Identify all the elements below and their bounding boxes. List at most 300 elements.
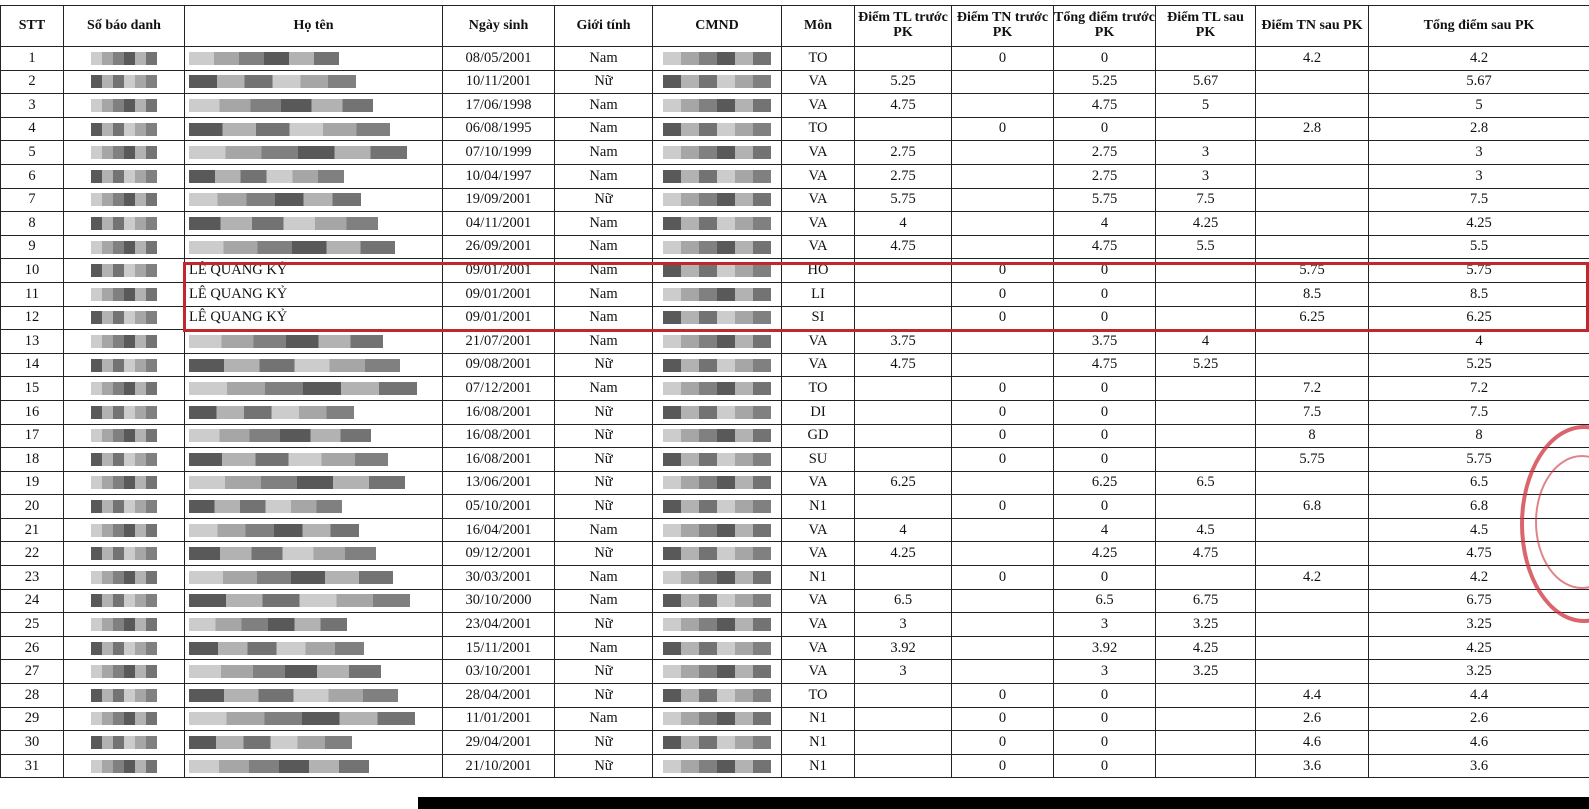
table-row [1, 707, 1589, 731]
cell-tl-before [855, 424, 952, 448]
cell-total-before: 2.75 [1054, 141, 1156, 165]
cell-sbd [64, 589, 185, 613]
redacted-blur [663, 760, 771, 773]
cell-gender: Nam [555, 636, 653, 660]
cell-tl-before [855, 377, 952, 401]
cell-tn-after: 5.75 [1256, 448, 1369, 472]
table-row [1, 377, 1589, 401]
redacted-blur [189, 665, 381, 678]
cell-gender: Nam [555, 518, 653, 542]
redacted-blur [663, 146, 771, 159]
cell-subject: N1 [782, 707, 855, 731]
cell-cmnd [653, 707, 782, 731]
cell-cmnd [653, 188, 782, 212]
redacted-blur [189, 382, 417, 395]
cell-name [185, 684, 443, 708]
cell-gender: Nam [555, 94, 653, 118]
cell-subject: VA [782, 613, 855, 637]
cell-dob: 21/10/2001 [443, 754, 555, 778]
cell-tl-after [1156, 731, 1256, 755]
redacted-blur [91, 264, 157, 277]
cell-tn-after [1256, 518, 1369, 542]
cell-gender: Nữ [555, 495, 653, 519]
redacted-blur [189, 712, 415, 725]
cell-tn-after [1256, 471, 1369, 495]
cell-total-before: 0 [1054, 495, 1156, 519]
cell-gender: Nam [555, 141, 653, 165]
redacted-blur [189, 170, 344, 183]
redacted-blur [91, 736, 157, 749]
cell-gender: Nam [555, 235, 653, 259]
table-row [1, 589, 1589, 613]
cell-gender: Nữ [555, 353, 653, 377]
cell-total-after: 4.4 [1369, 684, 1589, 708]
cell-name [185, 400, 443, 424]
cell-stt: 17 [1, 424, 64, 448]
cell-dob: 10/11/2001 [443, 70, 555, 94]
cell-name [185, 542, 443, 566]
cell-subject: VA [782, 636, 855, 660]
cell-tl-after: 5.67 [1156, 70, 1256, 94]
cell-name: LÊ QUANG KỶ [185, 259, 443, 283]
cell-total-before: 0 [1054, 306, 1156, 330]
cell-sbd [64, 330, 185, 354]
cell-tn-after: 3.6 [1256, 754, 1369, 778]
cell-stt: 9 [1, 235, 64, 259]
redacted-blur [663, 594, 771, 607]
cell-sbd [64, 212, 185, 236]
cell-total-after: 3 [1369, 164, 1589, 188]
cell-gender: Nam [555, 259, 653, 283]
cell-tn-before [952, 164, 1054, 188]
redacted-blur [189, 689, 398, 702]
cell-subject: SI [782, 306, 855, 330]
cell-gender: Nam [555, 47, 653, 71]
col-header-tn-before: Điểm TN trước PK [952, 6, 1054, 47]
cell-subject: VA [782, 660, 855, 684]
cell-subject: VA [782, 353, 855, 377]
cell-subject: N1 [782, 731, 855, 755]
table-row [1, 330, 1589, 354]
cell-tl-before [855, 754, 952, 778]
redacted-blur [663, 712, 771, 725]
cell-tl-before: 2.75 [855, 164, 952, 188]
cell-gender: Nữ [555, 400, 653, 424]
cell-total-before: 3 [1054, 613, 1156, 637]
cell-dob: 16/04/2001 [443, 518, 555, 542]
cell-subject: VA [782, 235, 855, 259]
cell-tl-after [1156, 117, 1256, 141]
cell-tn-after [1256, 164, 1369, 188]
table-row [1, 282, 1589, 306]
redacted-blur [91, 547, 157, 560]
table-row [1, 306, 1589, 330]
redacted-blur [663, 217, 771, 230]
cell-tl-after [1156, 377, 1256, 401]
cell-tn-before [952, 589, 1054, 613]
cell-dob: 03/10/2001 [443, 660, 555, 684]
cell-name [185, 566, 443, 590]
cell-tn-after: 6.25 [1256, 306, 1369, 330]
cell-cmnd [653, 424, 782, 448]
cell-total-after: 2.6 [1369, 707, 1589, 731]
table-row [1, 353, 1589, 377]
redacted-blur [189, 500, 342, 513]
cell-sbd [64, 613, 185, 637]
cell-sbd [64, 282, 185, 306]
redacted-blur [91, 524, 157, 537]
redacted-blur [189, 335, 383, 348]
cell-tl-before [855, 259, 952, 283]
cell-stt: 28 [1, 684, 64, 708]
cell-tn-before [952, 613, 1054, 637]
cell-stt: 24 [1, 589, 64, 613]
cell-tl-before [855, 117, 952, 141]
cell-tn-after: 2.8 [1256, 117, 1369, 141]
cell-tn-before [952, 542, 1054, 566]
cell-dob: 09/01/2001 [443, 306, 555, 330]
cell-tn-before: 0 [952, 707, 1054, 731]
cell-stt: 31 [1, 754, 64, 778]
cell-name [185, 164, 443, 188]
cell-total-after: 4.25 [1369, 636, 1589, 660]
col-header-sbd: Số báo danh [64, 6, 185, 47]
redacted-blur [91, 618, 157, 631]
cell-stt: 25 [1, 613, 64, 637]
cell-subject: N1 [782, 495, 855, 519]
cell-total-before: 0 [1054, 259, 1156, 283]
cell-name [185, 188, 443, 212]
cell-dob: 06/08/1995 [443, 117, 555, 141]
cell-subject: VA [782, 141, 855, 165]
cell-total-after: 4.2 [1369, 47, 1589, 71]
cell-stt: 7 [1, 188, 64, 212]
cell-cmnd [653, 117, 782, 141]
cell-total-before: 0 [1054, 731, 1156, 755]
cell-tn-after [1256, 94, 1369, 118]
cell-name [185, 235, 443, 259]
col-header-subject: Môn [782, 6, 855, 47]
cell-tl-after: 3 [1156, 164, 1256, 188]
cell-cmnd [653, 636, 782, 660]
redacted-blur [189, 146, 407, 159]
cell-stt: 8 [1, 212, 64, 236]
cell-gender: Nam [555, 377, 653, 401]
redacted-blur [91, 146, 157, 159]
cell-tl-before: 6.5 [855, 589, 952, 613]
redacted-blur [91, 335, 157, 348]
redacted-blur [189, 594, 410, 607]
cell-tn-after [1256, 353, 1369, 377]
cell-tn-after: 7.5 [1256, 400, 1369, 424]
cell-name [185, 754, 443, 778]
cell-sbd [64, 471, 185, 495]
table-row [1, 542, 1589, 566]
cell-cmnd [653, 731, 782, 755]
redacted-blur [189, 571, 393, 584]
redacted-blur [663, 382, 771, 395]
redacted-blur [663, 311, 771, 324]
cell-total-after: 3.25 [1369, 613, 1589, 637]
cell-total-after: 6.75 [1369, 589, 1589, 613]
cell-cmnd [653, 212, 782, 236]
cell-gender: Nam [555, 306, 653, 330]
cell-dob: 16/08/2001 [443, 424, 555, 448]
cell-cmnd [653, 542, 782, 566]
cell-total-after: 8 [1369, 424, 1589, 448]
cell-total-before: 5.75 [1054, 188, 1156, 212]
cell-tl-after [1156, 47, 1256, 71]
bottom-scan-edge [418, 797, 1589, 809]
cell-name [185, 353, 443, 377]
table-row [1, 117, 1589, 141]
cell-subject: DI [782, 400, 855, 424]
cell-stt: 23 [1, 566, 64, 590]
col-header-gender: Giới tính [555, 6, 653, 47]
cell-total-before: 2.75 [1054, 164, 1156, 188]
cell-subject: VA [782, 70, 855, 94]
cell-tn-before: 0 [952, 754, 1054, 778]
cell-name [185, 636, 443, 660]
cell-tl-after [1156, 282, 1256, 306]
cell-tn-after: 8.5 [1256, 282, 1369, 306]
redacted-blur [663, 736, 771, 749]
redacted-blur [189, 760, 369, 773]
table-row [1, 495, 1589, 519]
cell-cmnd [653, 754, 782, 778]
cell-gender: Nam [555, 164, 653, 188]
cell-name [185, 117, 443, 141]
redacted-blur [189, 123, 390, 136]
redacted-blur [189, 75, 356, 88]
redacted-blur [189, 52, 339, 65]
cell-dob: 08/05/2001 [443, 47, 555, 71]
cell-tl-after: 6.75 [1156, 589, 1256, 613]
cell-tn-after [1256, 613, 1369, 637]
cell-sbd [64, 636, 185, 660]
cell-tl-after: 4.25 [1156, 636, 1256, 660]
cell-subject: VA [782, 94, 855, 118]
cell-tl-before [855, 282, 952, 306]
cell-stt: 30 [1, 731, 64, 755]
cell-tl-before: 5.75 [855, 188, 952, 212]
redacted-blur [189, 453, 388, 466]
col-header-name: Họ tên [185, 6, 443, 47]
redacted-blur [91, 760, 157, 773]
cell-tn-before: 0 [952, 306, 1054, 330]
cell-gender: Nữ [555, 70, 653, 94]
redacted-blur [189, 241, 395, 254]
cell-dob: 07/12/2001 [443, 377, 555, 401]
cell-total-before: 0 [1054, 400, 1156, 424]
table-row [1, 754, 1589, 778]
cell-total-after: 4.6 [1369, 731, 1589, 755]
cell-tl-after [1156, 306, 1256, 330]
cell-total-before: 4.25 [1054, 542, 1156, 566]
cell-tl-before: 4 [855, 518, 952, 542]
cell-cmnd [653, 448, 782, 472]
cell-total-before: 0 [1054, 117, 1156, 141]
cell-cmnd [653, 518, 782, 542]
redacted-blur [189, 524, 359, 537]
cell-name [185, 518, 443, 542]
cell-sbd [64, 660, 185, 684]
cell-sbd [64, 495, 185, 519]
cell-dob: 19/09/2001 [443, 188, 555, 212]
cell-tn-after: 7.2 [1256, 377, 1369, 401]
cell-tl-before: 6.25 [855, 471, 952, 495]
cell-cmnd [653, 94, 782, 118]
cell-tl-before [855, 400, 952, 424]
table-header-row [1, 6, 1589, 47]
redacted-blur [663, 642, 771, 655]
cell-tl-after [1156, 424, 1256, 448]
table-row [1, 448, 1589, 472]
cell-total-after: 6.25 [1369, 306, 1589, 330]
table-row [1, 636, 1589, 660]
cell-tl-after: 4.25 [1156, 212, 1256, 236]
cell-stt: 2 [1, 70, 64, 94]
cell-cmnd [653, 330, 782, 354]
cell-tl-after: 7.5 [1156, 188, 1256, 212]
cell-tl-after [1156, 707, 1256, 731]
cell-name [185, 589, 443, 613]
cell-name [185, 94, 443, 118]
cell-name [185, 707, 443, 731]
cell-sbd [64, 518, 185, 542]
cell-tn-after [1256, 188, 1369, 212]
cell-cmnd [653, 471, 782, 495]
score-table [0, 5, 1589, 778]
cell-total-after: 3.6 [1369, 754, 1589, 778]
cell-total-before: 0 [1054, 424, 1156, 448]
redacted-blur [91, 170, 157, 183]
cell-total-before: 0 [1054, 282, 1156, 306]
cell-tl-before [855, 707, 952, 731]
cell-cmnd [653, 660, 782, 684]
cell-cmnd [653, 164, 782, 188]
cell-cmnd [653, 47, 782, 71]
cell-tl-after [1156, 259, 1256, 283]
table-row [1, 259, 1589, 283]
col-header-total-before: Tổng điểm trước PK [1054, 6, 1156, 47]
cell-total-before: 0 [1054, 448, 1156, 472]
cell-tn-before: 0 [952, 448, 1054, 472]
cell-total-after: 2.8 [1369, 117, 1589, 141]
redacted-blur [91, 642, 157, 655]
cell-total-after: 7.5 [1369, 188, 1589, 212]
cell-sbd [64, 424, 185, 448]
cell-stt: 6 [1, 164, 64, 188]
cell-cmnd [653, 495, 782, 519]
cell-dob: 09/01/2001 [443, 282, 555, 306]
cell-tn-before [952, 70, 1054, 94]
cell-total-before: 4.75 [1054, 94, 1156, 118]
cell-dob: 29/04/2001 [443, 731, 555, 755]
cell-tn-before: 0 [952, 117, 1054, 141]
redacted-blur [663, 99, 771, 112]
cell-total-after: 3 [1369, 141, 1589, 165]
cell-cmnd [653, 259, 782, 283]
cell-dob: 09/08/2001 [443, 353, 555, 377]
cell-cmnd [653, 566, 782, 590]
redacted-blur [189, 406, 354, 419]
redacted-blur [663, 170, 771, 183]
redacted-blur [663, 453, 771, 466]
cell-subject: TO [782, 47, 855, 71]
cell-total-before: 4 [1054, 518, 1156, 542]
cell-stt: 27 [1, 660, 64, 684]
cell-tn-before [952, 188, 1054, 212]
cell-name [185, 448, 443, 472]
cell-name: LÊ QUANG KỶ [185, 282, 443, 306]
cell-tn-after: 4.4 [1256, 684, 1369, 708]
cell-tn-before: 0 [952, 377, 1054, 401]
cell-sbd [64, 94, 185, 118]
cell-tl-before: 5.25 [855, 70, 952, 94]
cell-dob: 09/01/2001 [443, 259, 555, 283]
cell-stt: 19 [1, 471, 64, 495]
cell-subject: VA [782, 471, 855, 495]
cell-tn-before [952, 660, 1054, 684]
cell-total-before: 0 [1054, 754, 1156, 778]
cell-tn-after [1256, 330, 1369, 354]
cell-stt: 21 [1, 518, 64, 542]
cell-tn-after: 8 [1256, 424, 1369, 448]
cell-total-after: 7.5 [1369, 400, 1589, 424]
redacted-blur [91, 594, 157, 607]
cell-name [185, 731, 443, 755]
cell-total-before: 4.75 [1054, 235, 1156, 259]
cell-name [185, 141, 443, 165]
redacted-blur [91, 52, 157, 65]
cell-gender: Nữ [555, 660, 653, 684]
cell-total-after: 6.5 [1369, 471, 1589, 495]
cell-total-after: 7.2 [1369, 377, 1589, 401]
cell-tl-after: 3.25 [1156, 613, 1256, 637]
cell-tl-before [855, 47, 952, 71]
cell-gender: Nữ [555, 542, 653, 566]
cell-gender: Nam [555, 707, 653, 731]
cell-name [185, 377, 443, 401]
redacted-blur [663, 571, 771, 584]
table-row [1, 471, 1589, 495]
cell-gender: Nam [555, 330, 653, 354]
cell-tn-before [952, 330, 1054, 354]
cell-name [185, 330, 443, 354]
cell-total-before: 6.5 [1054, 589, 1156, 613]
cell-tl-after [1156, 400, 1256, 424]
cell-tl-after: 3.25 [1156, 660, 1256, 684]
cell-stt: 1 [1, 47, 64, 71]
redacted-blur [663, 524, 771, 537]
cell-dob: 05/10/2001 [443, 495, 555, 519]
table-row [1, 164, 1589, 188]
cell-cmnd [653, 353, 782, 377]
cell-stt: 15 [1, 377, 64, 401]
cell-sbd [64, 448, 185, 472]
cell-tl-before [855, 731, 952, 755]
cell-total-after: 3.25 [1369, 660, 1589, 684]
cell-tl-after: 4 [1156, 330, 1256, 354]
cell-stt: 20 [1, 495, 64, 519]
cell-stt: 13 [1, 330, 64, 354]
redacted-blur [663, 429, 771, 442]
redacted-blur [663, 359, 771, 372]
cell-stt: 16 [1, 400, 64, 424]
cell-subject: LI [782, 282, 855, 306]
col-header-cmnd: CMND [653, 6, 782, 47]
